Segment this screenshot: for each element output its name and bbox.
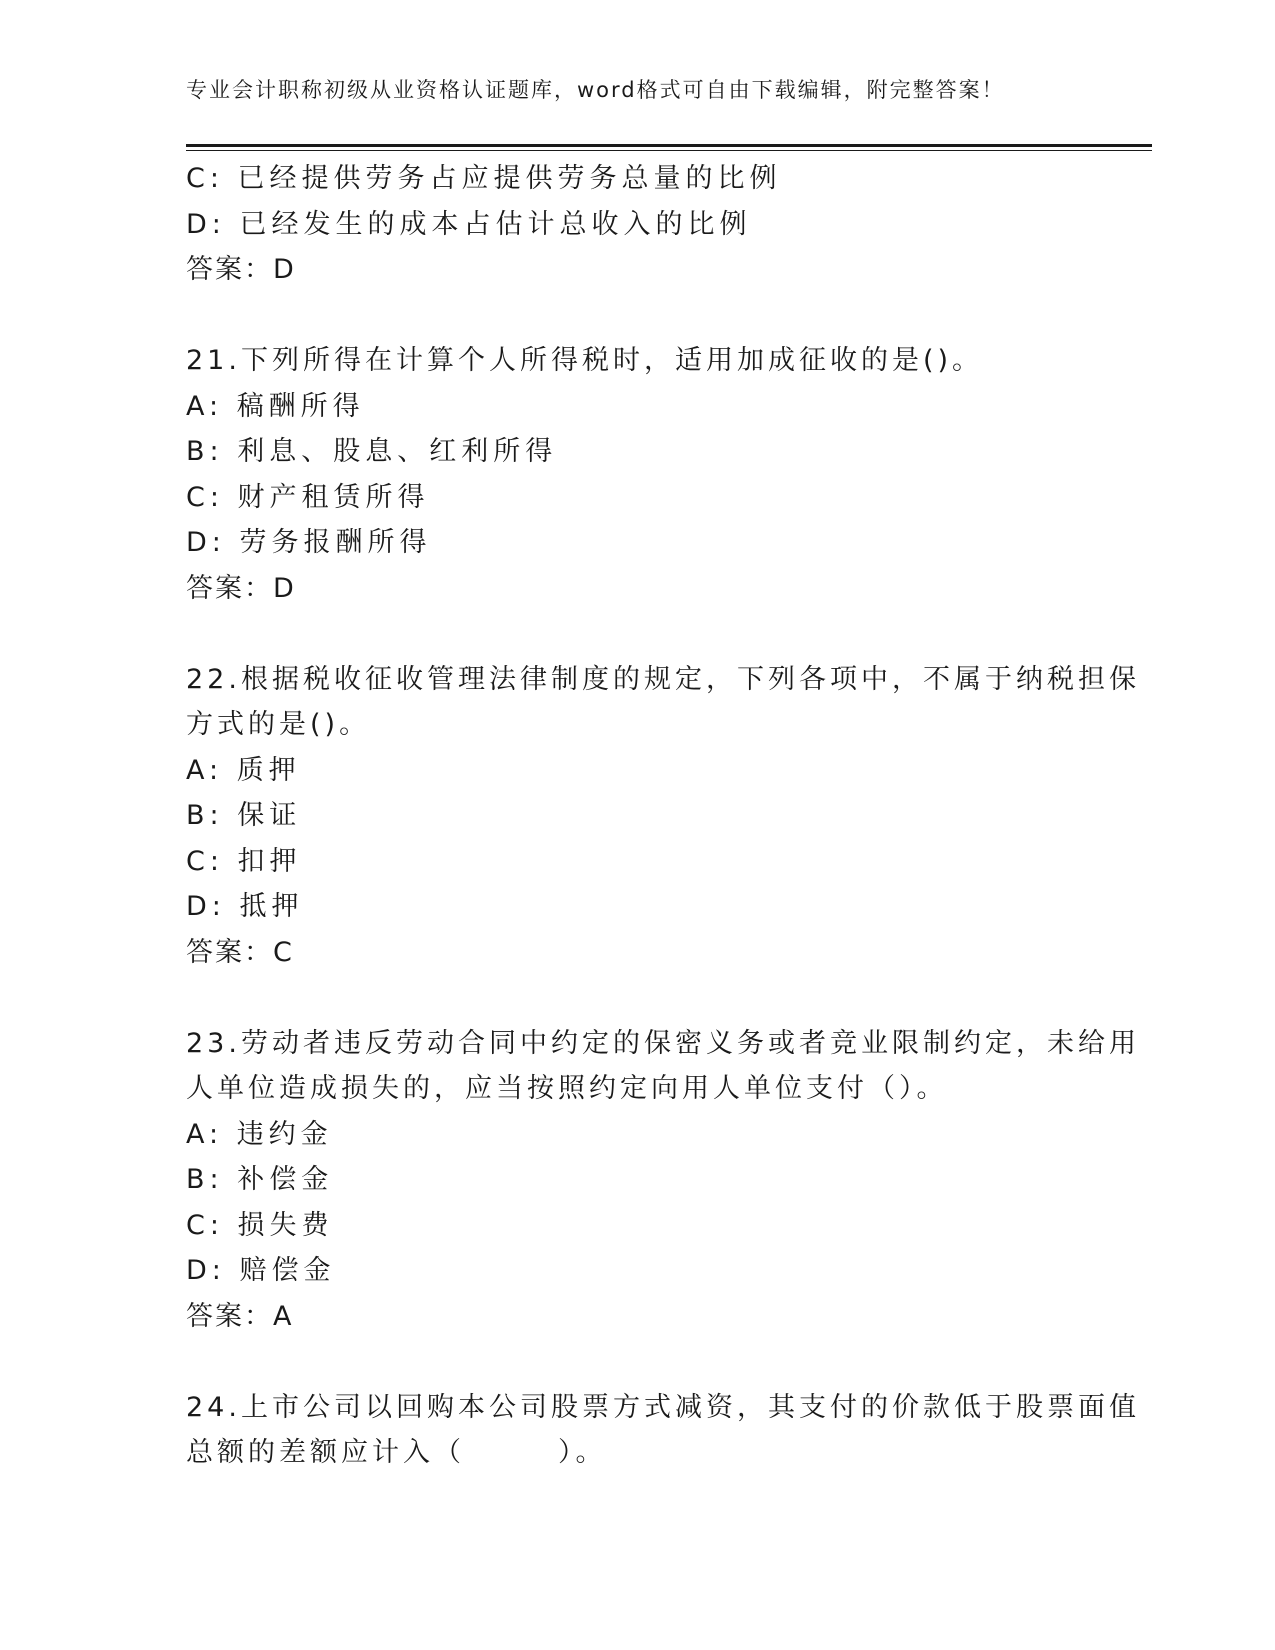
option-letter: B: xyxy=(186,800,224,831)
option-c xyxy=(186,1203,1086,1249)
option-b xyxy=(186,793,1086,839)
option-text: 已经提供劳务占应提供劳务总量的比例 xyxy=(237,163,782,194)
continued-question xyxy=(186,156,1086,293)
option-text: 财产租赁所得 xyxy=(237,481,430,513)
stem-line: 人单位造成损失的，应当按照约定向用人单位支付（）。 xyxy=(186,1073,948,1104)
option-letter: D: xyxy=(186,891,226,922)
option-text: 利息、股息、红利所得 xyxy=(237,436,558,467)
question-21 xyxy=(186,338,1086,611)
option-d xyxy=(186,202,1086,248)
option-text: 违约金 xyxy=(236,1118,333,1150)
option-text: 稿酬所得 xyxy=(236,390,365,422)
option-text: 质押 xyxy=(236,754,301,786)
stem-line: 21.下列所得在计算个人所得税时，适用加成征收的是()。 xyxy=(186,345,984,376)
option-letter: C: xyxy=(186,1209,224,1241)
question-stem xyxy=(186,1021,1140,1112)
option-d xyxy=(186,884,1086,930)
stem-line: 总额的差额应计入（ ）。 xyxy=(186,1437,607,1468)
option-letter: C: xyxy=(186,845,224,877)
option-text: 扣押 xyxy=(237,845,302,877)
option-text: 抵押 xyxy=(239,891,304,922)
page-header: 专业会计职称初级从业资格认证题库，word格式可自由下载编辑，附完整答案！ xyxy=(186,78,1005,102)
stem-line: 23.劳动者违反劳动合同中约定的保密义务或者竞业限制约定，未给用 xyxy=(186,1027,1140,1059)
question-stem xyxy=(186,338,1086,384)
question-23 xyxy=(186,1021,1140,1340)
option-b xyxy=(186,429,1086,475)
answer-line: 答案：D xyxy=(186,572,296,604)
option-letter: C: xyxy=(186,163,224,194)
answer-line: 答案：A xyxy=(186,1300,294,1332)
stem-line: 22.根据税收征收管理法律制度的规定，下列各项中，不属于纳税担保 xyxy=(186,663,1140,695)
option-text: 已经发生的成本占估计总收入的比例 xyxy=(239,208,752,240)
question-24 xyxy=(186,1385,1140,1476)
option-text: 损失费 xyxy=(237,1209,334,1241)
option-text: 劳务报酬所得 xyxy=(239,527,432,558)
option-letter: D: xyxy=(186,208,226,240)
option-letter: B: xyxy=(186,436,224,467)
option-c xyxy=(186,475,1086,521)
answer-line: 答案：C xyxy=(186,936,294,968)
question-stem xyxy=(186,1385,1140,1476)
option-c xyxy=(186,839,1086,885)
option-letter: A: xyxy=(186,754,224,786)
option-c xyxy=(186,156,1086,202)
option-d xyxy=(186,1248,1086,1294)
option-text: 补偿金 xyxy=(237,1164,334,1195)
option-letter: A: xyxy=(186,390,224,422)
option-letter: D: xyxy=(186,527,226,558)
question-content xyxy=(186,156,1140,1476)
option-text: 保证 xyxy=(237,800,302,831)
stem-line: 24.上市公司以回购本公司股票方式减资，其支付的价款低于股票面值 xyxy=(186,1391,1140,1423)
option-b xyxy=(186,1157,1086,1203)
header-rule-thick xyxy=(186,144,1152,147)
option-a xyxy=(186,1112,1086,1158)
option-d xyxy=(186,520,1086,566)
option-a xyxy=(186,748,1086,794)
option-a xyxy=(186,384,1086,430)
header-rule-thin xyxy=(186,150,1152,151)
option-text: 赔偿金 xyxy=(239,1255,336,1286)
option-letter: C: xyxy=(186,481,224,513)
question-stem xyxy=(186,657,1140,748)
option-letter: A: xyxy=(186,1118,224,1150)
question-22 xyxy=(186,657,1140,976)
stem-line: 方式的是()。 xyxy=(186,709,371,740)
option-letter: D: xyxy=(186,1255,226,1286)
answer-line: 答案：D xyxy=(186,254,296,285)
option-letter: B: xyxy=(186,1164,224,1195)
